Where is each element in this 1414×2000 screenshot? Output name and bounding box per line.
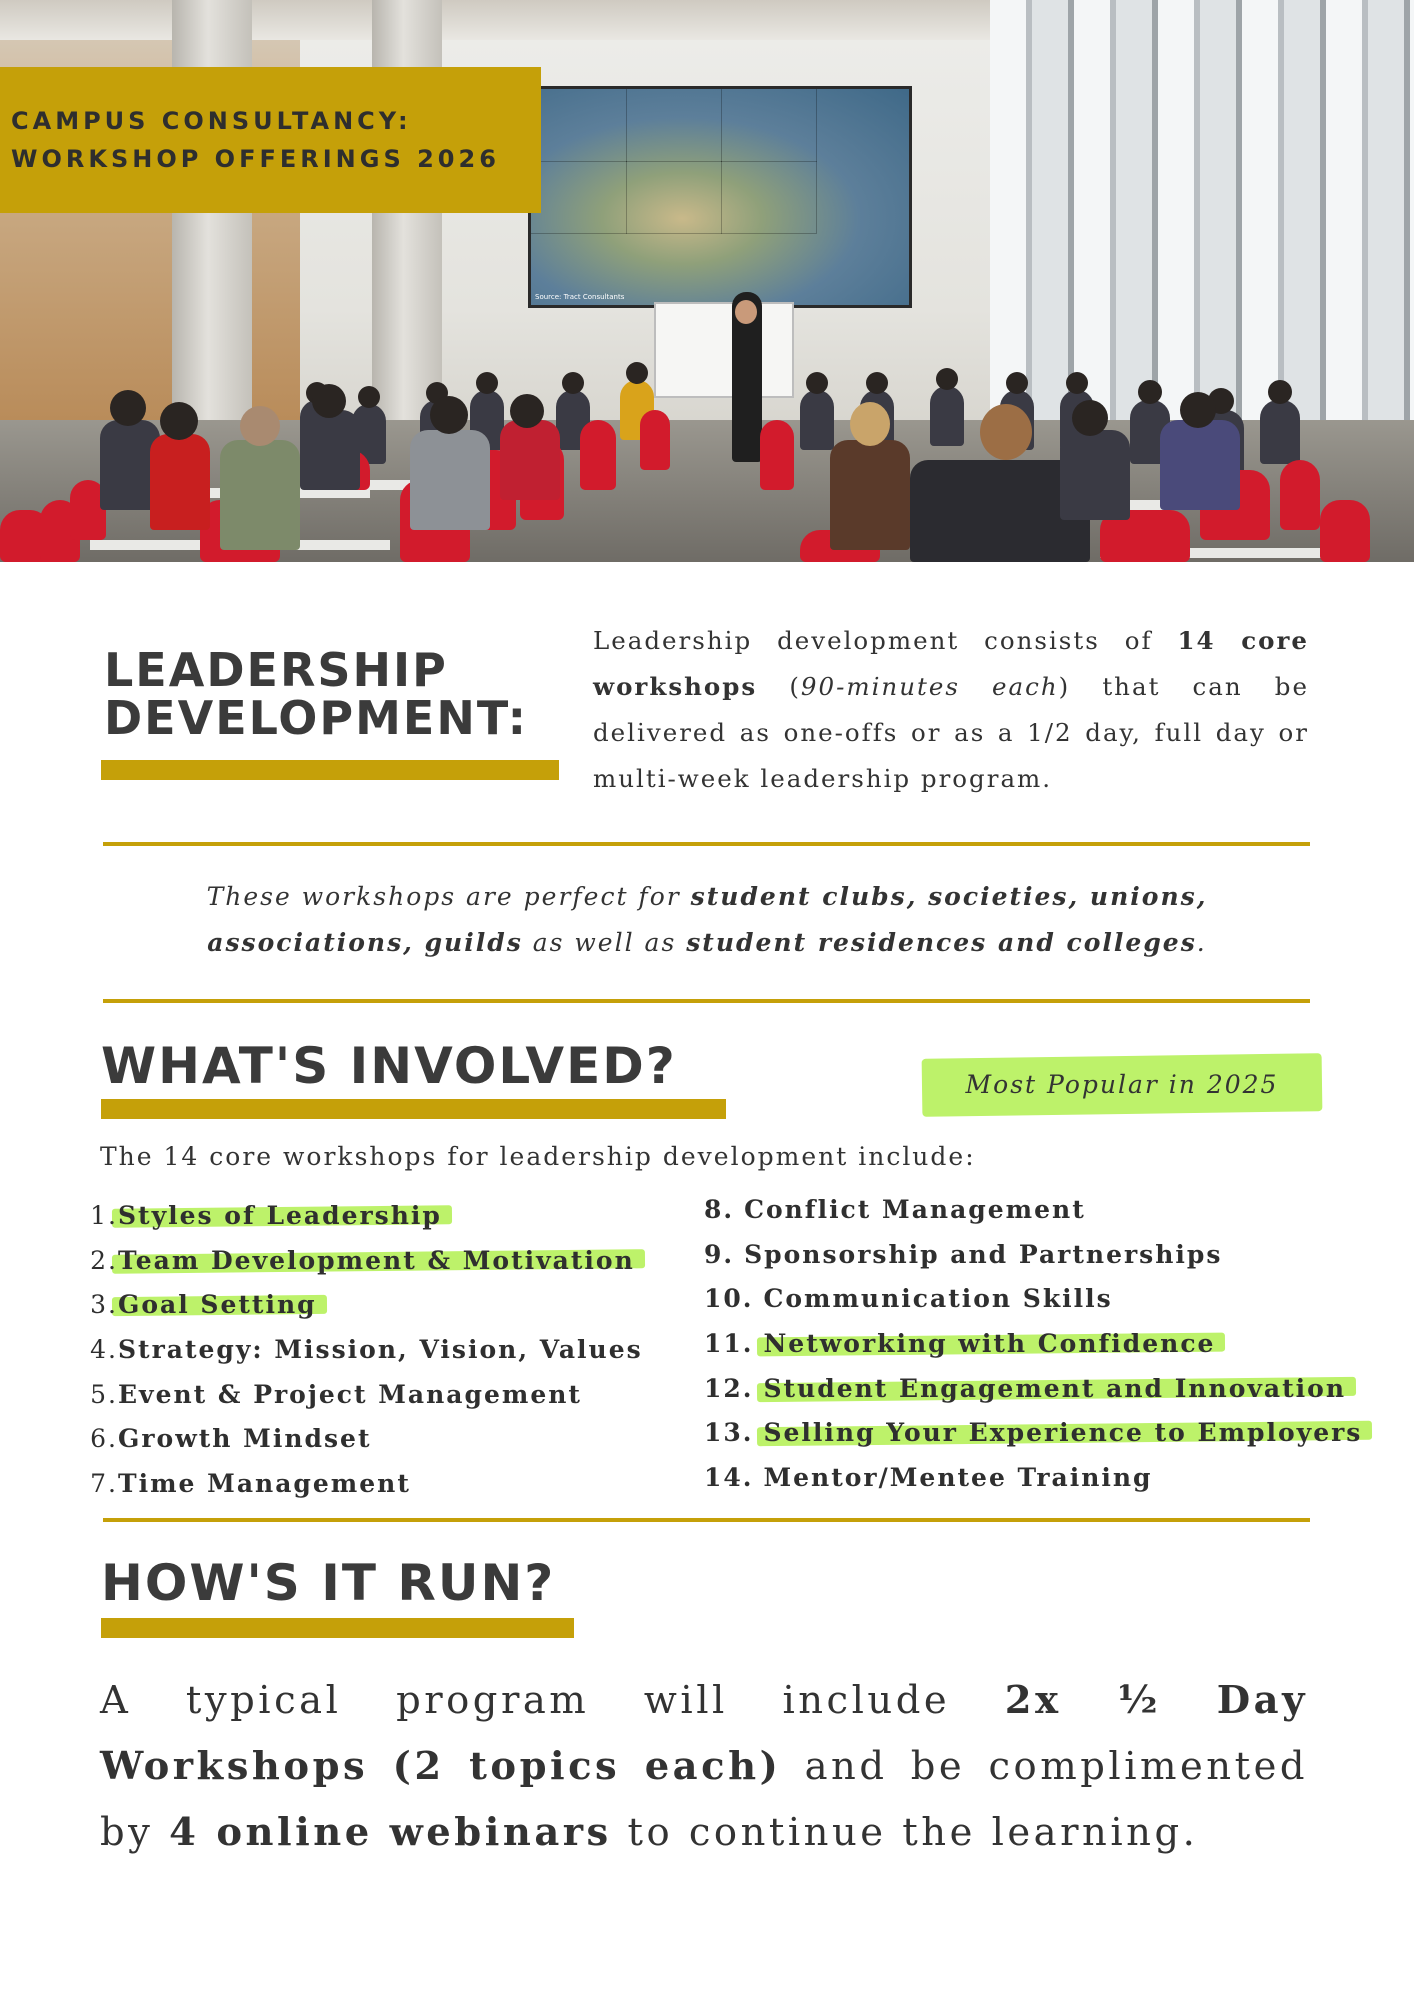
item-number: 2. (90, 1245, 118, 1275)
workshop-name: Mentor/Mentee Training (763, 1463, 1153, 1493)
workshop-list-right (704, 1188, 1362, 1501)
list-item (90, 1462, 643, 1507)
leadership-intro (593, 618, 1309, 802)
item-number: 10. (704, 1284, 754, 1314)
divider (103, 1518, 1310, 1522)
whats-involved-underline (101, 1099, 726, 1119)
list-item (704, 1367, 1362, 1412)
list-item (704, 1233, 1362, 1278)
intro-text: ( (757, 672, 801, 701)
workshop-name: Styles of Leadership (118, 1201, 442, 1230)
item-number: 13. (704, 1418, 754, 1448)
list-item (90, 1283, 643, 1328)
item-number: 8. (704, 1195, 735, 1224)
item-number: 3. (90, 1290, 118, 1320)
divider (103, 999, 1310, 1003)
item-number: 14. (704, 1463, 754, 1493)
run-text: and be complimented by (100, 1744, 1308, 1855)
workshop-list-intro: The 14 core workshops for leadership development include: (100, 1142, 976, 1171)
list-item (90, 1417, 643, 1462)
list-item (704, 1456, 1362, 1501)
audience-bold-groups: student clubs, societies, unions, associations, guilds (207, 882, 1208, 957)
hows-it-run-heading: HOW'S IT RUN? (101, 1554, 556, 1612)
workshop-name: Communication Skills (763, 1284, 1113, 1314)
run-text: to continue the learning. (611, 1810, 1199, 1855)
run-text: A typical program will include (100, 1678, 1005, 1723)
intro-italic-duration: 90-minutes each (800, 672, 1059, 701)
item-number: 11. (704, 1329, 754, 1359)
list-item (90, 1373, 643, 1418)
whats-involved-heading: WHAT'S INVOLVED? (101, 1037, 677, 1095)
screen-caption: Source: Tract Consultants (535, 293, 625, 301)
workshop-name: Conflict Management (744, 1195, 1086, 1224)
list-item (704, 1188, 1362, 1233)
most-popular-badge (922, 1056, 1322, 1114)
workshop-name: Event & Project Management (118, 1379, 582, 1409)
item-number: 6. (90, 1424, 118, 1454)
program-description (100, 1668, 1308, 1866)
banner-title-line1: CAMPUS CONSULTANCY: (11, 107, 412, 135)
intro-bold-workshops: 14 core workshops (593, 626, 1309, 701)
item-number: 9. (704, 1239, 735, 1269)
title-banner (0, 67, 541, 213)
audience-text: . (1196, 928, 1207, 957)
run-bold-webinars: 4 online webinars (169, 1810, 612, 1855)
workshop-name: Strategy: Mission, Vision, Values (118, 1335, 643, 1365)
workshop-list-left (90, 1194, 643, 1507)
divider (103, 842, 1310, 846)
workshop-name: Goal Setting (118, 1290, 317, 1320)
leadership-heading (104, 643, 529, 745)
leadership-heading-line2: DEVELOPMENT: (104, 691, 529, 745)
hows-it-run-underline (101, 1618, 574, 1638)
leadership-heading-line1: LEADERSHIP (104, 643, 448, 697)
workshop-name: Networking with Confidence (763, 1329, 1216, 1359)
audience-text: as well as (522, 928, 687, 957)
leadership-heading-underline (101, 760, 559, 780)
item-number: 12. (704, 1373, 754, 1403)
intro-text: ) that can be delivered as one-offs or as a 1/2 day, full day or multi-week leadership program. (593, 672, 1309, 793)
workshop-name: Student Engagement and Innovation (763, 1373, 1347, 1403)
presenter-head (735, 300, 757, 324)
intro-text: Leadership development consists of (593, 626, 1178, 655)
list-item (704, 1277, 1362, 1322)
item-number: 1. (90, 1201, 118, 1230)
run-bold-workshops: 2x ½ Day Workshops (2 topics each) (100, 1678, 1308, 1789)
list-item (704, 1411, 1362, 1456)
list-item (704, 1322, 1362, 1367)
list-item (90, 1194, 643, 1239)
workshop-name: Team Development & Motivation (118, 1245, 635, 1275)
list-item (90, 1239, 643, 1284)
item-number: 7. (90, 1469, 118, 1499)
item-number: 4. (90, 1335, 118, 1365)
audience-bold-residences: student residences and colleges (686, 928, 1197, 957)
workshop-name: Selling Your Experience to Employers (763, 1418, 1363, 1448)
presentation-screen (528, 86, 912, 308)
list-item (90, 1328, 643, 1373)
audience-text: These workshops are perfect for (206, 882, 691, 911)
workshop-name: Time Management (118, 1469, 411, 1499)
workshop-name: Growth Mindset (118, 1424, 372, 1454)
audience-statement (100, 874, 1314, 966)
item-number: 5. (90, 1379, 118, 1409)
banner-title-line2: WORKSHOP OFFERINGS 2026 (11, 145, 500, 173)
audience-crowd (0, 360, 1414, 562)
workshop-name: Sponsorship and Partnerships (744, 1239, 1223, 1269)
most-popular-label: Most Popular in 2025 (965, 1070, 1279, 1099)
